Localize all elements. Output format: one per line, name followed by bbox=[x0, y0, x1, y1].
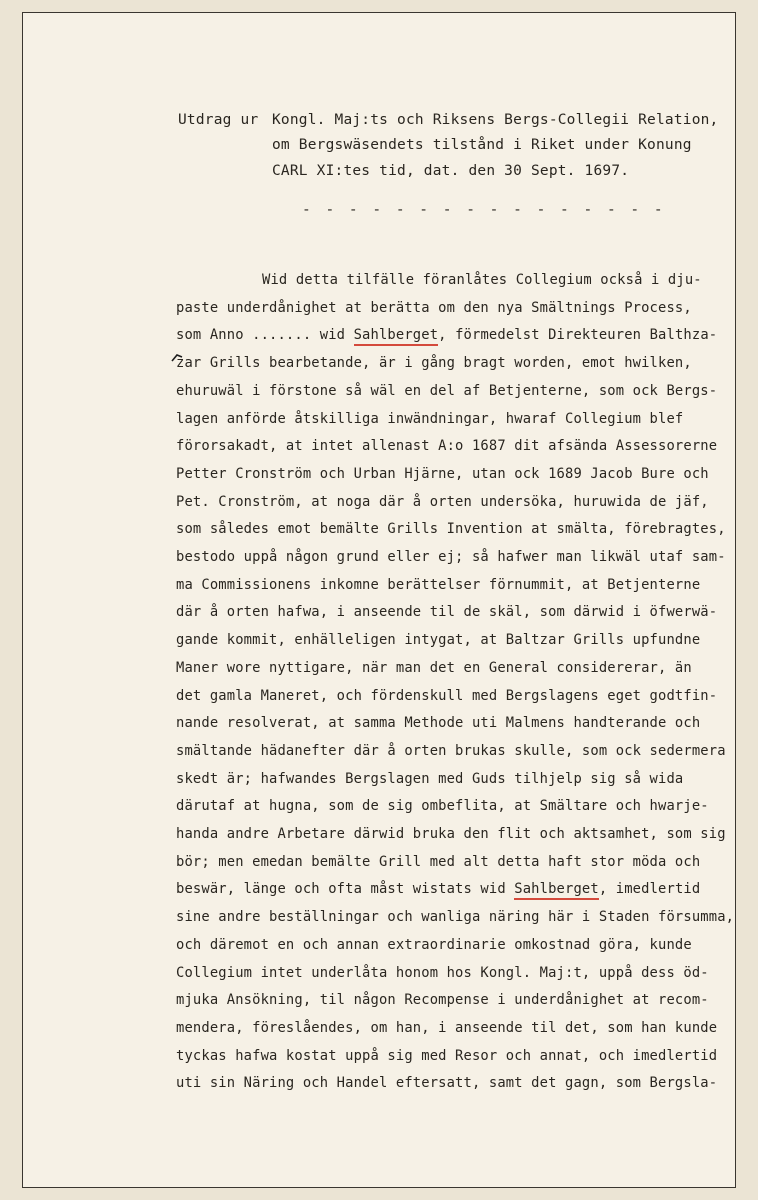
body-line: ehuruwäl i förstone så wäl en del af Betjenterne, som ock Bergs- bbox=[176, 383, 718, 399]
body-line: smältande hädanefter där å orten brukas skulle, som ock sedermera bbox=[176, 743, 726, 759]
body-line: zar Grills bearbetande, är i gång bragt worden, emot hwilken, bbox=[176, 355, 692, 371]
header-line-1: Kongl. Maj:ts och Riksens Bergs-Collegii Relation, bbox=[272, 112, 719, 128]
body-line: därutaf at hugna, som de sig ombeflita, at Smältare och hwarje- bbox=[176, 798, 709, 814]
header-line-2: om Bergswäsendets tilstånd i Riket under Konung bbox=[272, 137, 692, 153]
separator: - - - - - - - - - - - - - - - - bbox=[302, 202, 666, 218]
header-line-3: CARL XI:tes tid, dat. den 30 Sept. 1697. bbox=[272, 163, 630, 179]
document-page bbox=[22, 12, 736, 1188]
underlined-word: Sahlberget bbox=[354, 327, 439, 346]
body-line: som således emot bemälte Grills Invention at smälta, förebragtes, bbox=[176, 521, 726, 537]
body-line: Pet. Cronström, at noga där å orten undersöka, huruwida de jäf, bbox=[176, 494, 709, 510]
body-line: Petter Cronström och Urban Hjärne, utan ock 1689 Jacob Bure och bbox=[176, 466, 709, 482]
body-line: beswär, länge och ofta måst wistats wid Sahlberget, imedlertid bbox=[176, 881, 700, 897]
body-line: uti sin Näring och Handel eftersatt, samt det gagn, som Bergsla- bbox=[176, 1075, 718, 1091]
header-prefix: Utdrag ur bbox=[178, 112, 259, 128]
body-line: och däremot en och annan extraordinarie omkostnad göra, kunde bbox=[176, 937, 692, 953]
underlined-word: Sahlberget bbox=[514, 881, 599, 900]
body-line: mjuka Ansökning, til någon Recompense i underdånighet at recom- bbox=[176, 992, 709, 1008]
body-line: handa andre Arbetare därwid bruka den flit och aktsamhet, som sig bbox=[176, 826, 726, 842]
body-line: lagen anförde åtskilliga inwändningar, hwaraf Collegium blef bbox=[176, 411, 684, 427]
body-line: som Anno ....... wid Sahlberget, förmedelst Direkteuren Balthza- bbox=[176, 327, 717, 343]
body-line: mendera, föreslåendes, om han, i anseende til det, som han kunde bbox=[176, 1020, 718, 1036]
body-line: ma Commissionens inkomne berättelser förnummit, at Betjenterne bbox=[176, 577, 701, 593]
body-line: nande resolverat, at samma Methode uti Malmens handterande och bbox=[176, 715, 701, 731]
body-line: gande kommit, enhälleligen intygat, at Baltzar Grills upfundne bbox=[176, 632, 701, 648]
body-line: det gamla Maneret, och fördenskull med Bergslagens eget godtfin- bbox=[176, 688, 718, 704]
handwritten-mark-icon bbox=[171, 352, 183, 364]
body-line: skedt är; hafwandes Bergslagen med Guds tilhjelp sig så wida bbox=[176, 771, 684, 787]
body-line: förorsakadt, at intet allenast A:o 1687 dit afsända Assessorerne bbox=[176, 438, 718, 454]
body-line: paste underdånighet at berätta om den nya Smältnings Process, bbox=[176, 300, 692, 316]
body-line: Maner wore nyttigare, när man det en General considererar, än bbox=[176, 660, 692, 676]
body-line: sine andre beställningar och wanliga näring här i Staden försumma, bbox=[176, 909, 735, 925]
body-line: tyckas hafwa kostat uppå sig med Resor och annat, och imedlertid bbox=[176, 1048, 718, 1064]
body-line: bör; men emedan bemälte Grill med alt detta haft stor möda och bbox=[176, 854, 701, 870]
body-line: Wid detta tilfälle föranlåtes Collegium också i dju- bbox=[262, 272, 702, 288]
body-line: bestodo uppå någon grund eller ej; så hafwer man likwäl utaf sam- bbox=[176, 549, 726, 565]
body-line: Collegium intet underlåta honom hos Kongl. Maj:t, uppå dess öd- bbox=[176, 965, 709, 981]
body-line: där å orten hafwa, i anseende til de skäl, som därwid i öfwerwä- bbox=[176, 604, 718, 620]
